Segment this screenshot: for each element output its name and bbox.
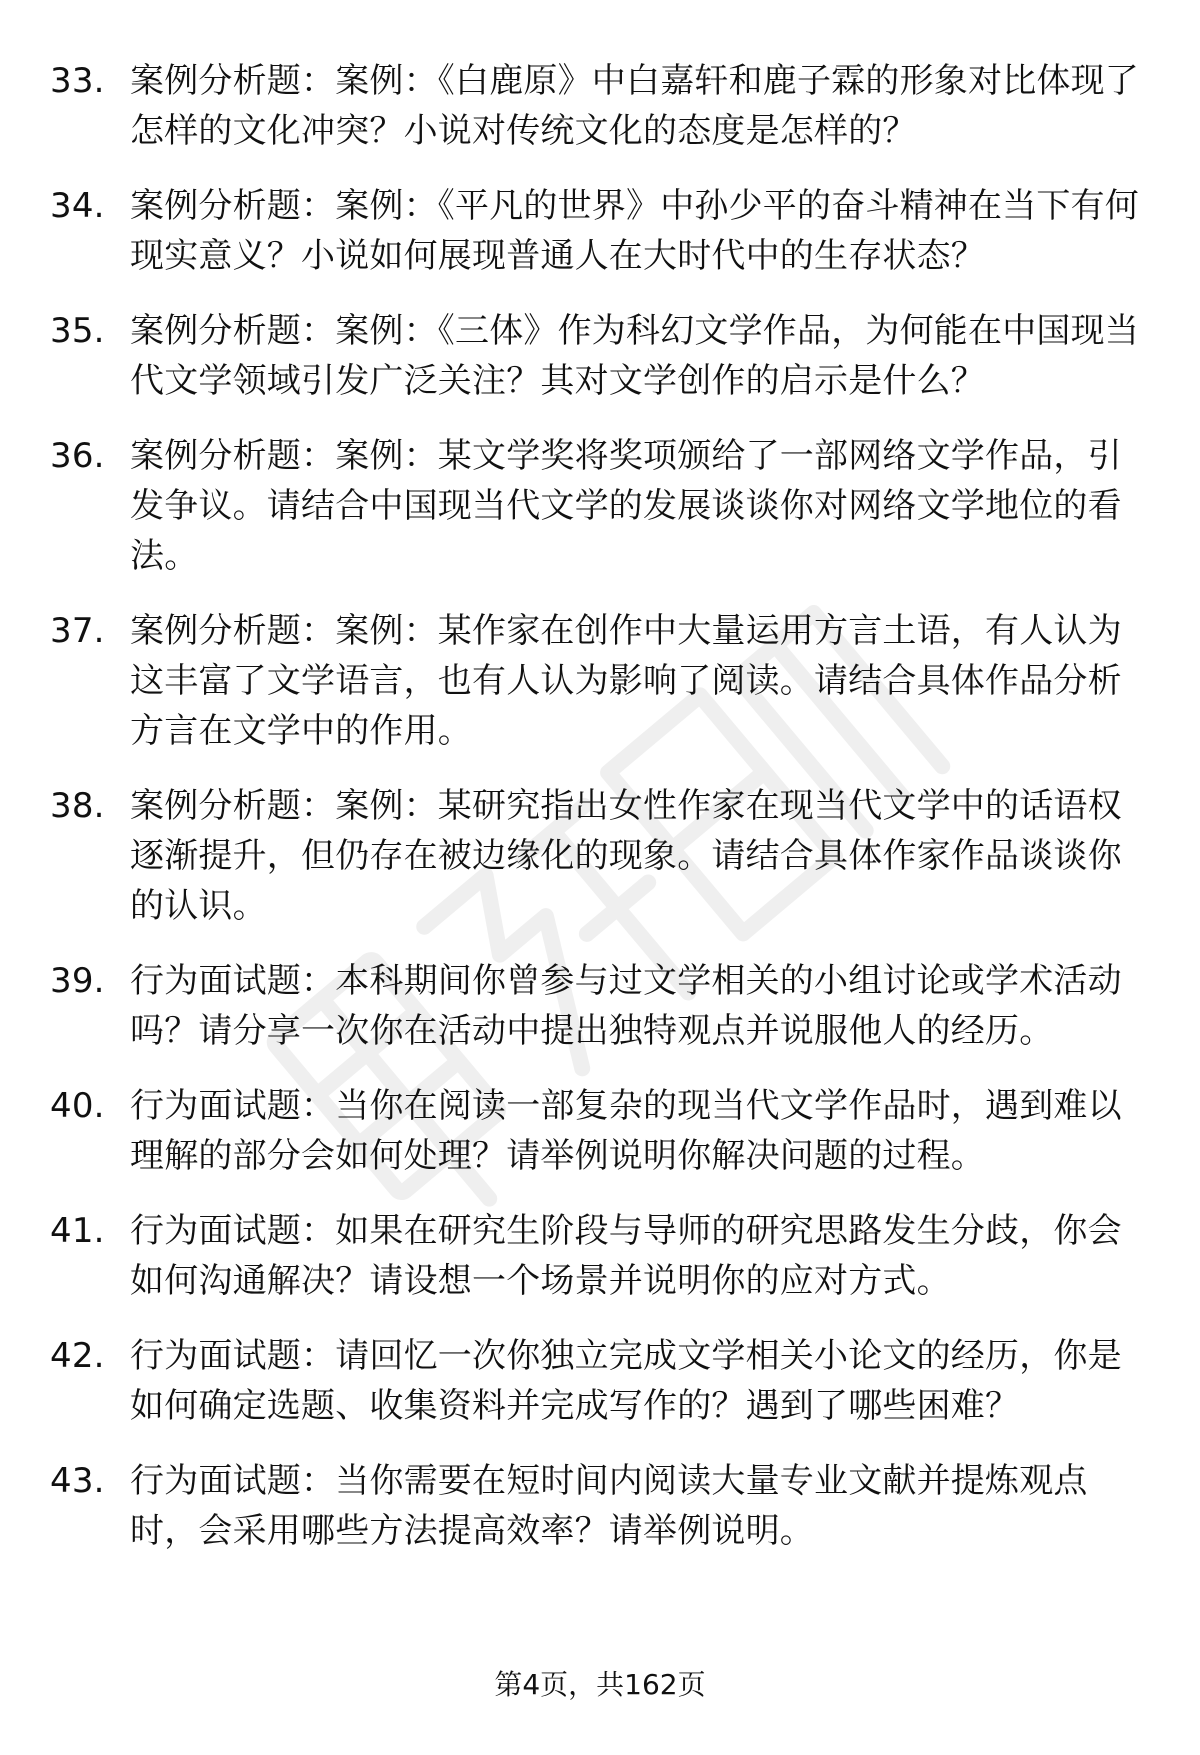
question-item: [0, 1331, 1140, 1431]
question-text: 案例分析题：案例：某文学奖将奖项颁给了一部网络文学作品，引发争议。请结合中国现当代文学的发展谈谈你对网络文学地位的看法。: [130, 436, 1122, 576]
question-text: 案例分析题：案例：某研究指出女性作家在现当代文学中的话语权逐渐提升，但仍存在被边缘化的现象。请结合具体作家作品谈谈你的认识。: [130, 786, 1122, 926]
question-number: 41.: [50, 1211, 105, 1251]
page-number-label: 第4页，共162页: [494, 1668, 706, 1701]
question-text: 行为面试题：如果在研究生阶段与导师的研究思路发生分歧，你会如何沟通解决？请设想一个场景并说明你的应对方式。: [130, 1211, 1122, 1301]
question-number: 40.: [50, 1086, 105, 1126]
question-number: 42.: [50, 1336, 105, 1376]
question-number: 33.: [50, 61, 105, 101]
question-item: [0, 1206, 1140, 1306]
question-text: 行为面试题：本科期间你曾参与过文学相关的小组讨论或学术活动吗？请分享一次你在活动中提出独特观点并说服他人的经历。: [130, 961, 1122, 1051]
question-list: [0, 56, 1200, 1581]
question-number: 43.: [50, 1461, 105, 1501]
question-text: 案例分析题：案例：《平凡的世界》中孙少平的奋斗精神在当下有何现实意义？小说如何展现普通人在大时代中的生存状态？: [130, 186, 1139, 276]
question-text: 案例分析题：案例：某作家在创作中大量运用方言土语，有人认为这丰富了文学语言，也有人认为影响了阅读。请结合具体作品分析方言在文学中的作用。: [130, 611, 1122, 751]
question-text: 案例分析题：案例：《三体》作为科幻文学作品，为何能在中国现当代文学领域引发广泛关注？其对文学创作的启示是什么？: [130, 311, 1139, 401]
page-footer: [0, 1665, 1200, 1705]
question-number: 39.: [50, 961, 105, 1001]
question-item: [0, 1081, 1140, 1181]
question-number: 34.: [50, 186, 105, 226]
question-number: 35.: [50, 311, 105, 351]
question-item: [0, 1456, 1140, 1556]
question-item: [0, 956, 1140, 1056]
question-number: 38.: [50, 786, 105, 826]
question-item: [0, 306, 1140, 406]
question-item: [0, 181, 1140, 281]
question-text: 行为面试题：请回忆一次你独立完成文学相关小论文的经历，你是如何确定选题、收集资料并完成写作的？遇到了哪些困难？: [130, 1336, 1122, 1426]
question-item: [0, 781, 1140, 931]
question-number: 37.: [50, 611, 105, 651]
question-item: [0, 431, 1140, 581]
question-item: [0, 56, 1140, 156]
question-text: 行为面试题：当你在阅读一部复杂的现当代文学作品时，遇到难以理解的部分会如何处理？请举例说明你解决问题的过程。: [130, 1086, 1122, 1176]
question-text: 行为面试题：当你需要在短时间内阅读大量专业文献并提炼观点时，会采用哪些方法提高效率？请举例说明。: [130, 1461, 1088, 1551]
question-item: [0, 606, 1140, 756]
question-text: 案例分析题：案例：《白鹿原》中白嘉轩和鹿子霖的形象对比体现了怎样的文化冲突？小说对传统文化的态度是怎样的？: [130, 61, 1139, 151]
question-number: 36.: [50, 436, 105, 476]
